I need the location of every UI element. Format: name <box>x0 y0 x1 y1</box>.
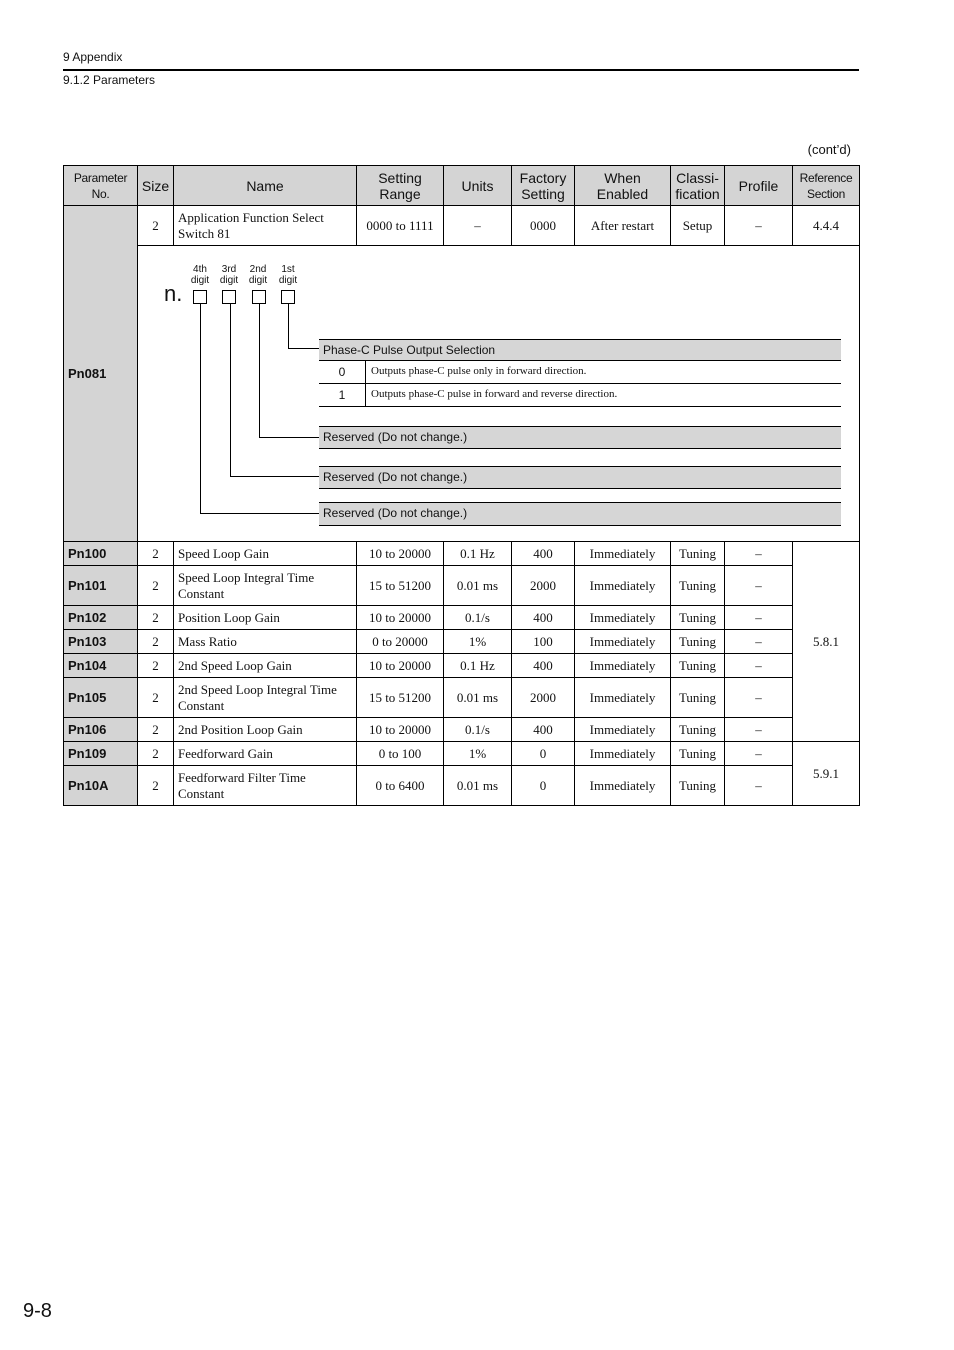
param-factory: 2000 <box>512 678 575 718</box>
param-size: 2 <box>138 742 174 766</box>
param-number: Pn103 <box>64 630 138 654</box>
param-name: 2nd Speed Loop Gain <box>174 654 357 678</box>
param-name: Application Function Select Switch 81 <box>174 206 357 246</box>
param-size: 2 <box>138 654 174 678</box>
param-number: Pn081 <box>64 206 138 542</box>
param-when: Immediately <box>575 606 671 630</box>
reserved-2nd: Reserved (Do not change.) <box>319 426 841 449</box>
table-row <box>64 678 860 718</box>
param-when: After restart <box>575 206 671 246</box>
col-when-enabled: When Enabled <box>575 166 671 206</box>
param-when: Immediately <box>575 630 671 654</box>
phase-c-title: Phase-C Pulse Output Selection <box>319 339 841 361</box>
param-number: Pn106 <box>64 718 138 742</box>
param-profile: – <box>725 718 793 742</box>
param-name: Speed Loop Integral Time Constant <box>174 566 357 606</box>
col-setting-range: Setting Range <box>357 166 444 206</box>
option-value: 1 <box>319 384 366 406</box>
param-units: 0.01 ms <box>444 766 512 806</box>
option-value: 0 <box>319 361 366 383</box>
param-number: Pn109 <box>64 742 138 766</box>
col-classification: Classi- fication <box>671 166 725 206</box>
param-number: Pn10A <box>64 766 138 806</box>
param-size: 2 <box>138 678 174 718</box>
reserved-4th: Reserved (Do not change.) <box>319 502 841 526</box>
chapter-header: 9 Appendix <box>63 50 123 64</box>
table-row <box>64 566 860 606</box>
param-class: Tuning <box>671 630 725 654</box>
param-profile: – <box>725 630 793 654</box>
n-prefix: n. <box>164 281 183 306</box>
digit-diagram-cell <box>138 246 860 542</box>
col-reference: Reference Section <box>793 166 860 206</box>
param-class: Tuning <box>671 654 725 678</box>
digit-box-1st <box>281 290 295 304</box>
param-units: 0.1/s <box>444 606 512 630</box>
param-when: Immediately <box>575 542 671 566</box>
param-class: Setup <box>671 206 725 246</box>
param-class: Tuning <box>671 566 725 606</box>
param-when: Immediately <box>575 766 671 806</box>
param-profile: – <box>725 566 793 606</box>
param-factory: 0 <box>512 742 575 766</box>
option-row-0 <box>319 361 841 384</box>
param-class: Tuning <box>671 718 725 742</box>
param-size: 2 <box>138 630 174 654</box>
param-profile: – <box>725 606 793 630</box>
digit-label-1st: 1st digit <box>278 264 298 286</box>
diagram-row <box>64 246 860 542</box>
param-reference: 5.8.1 <box>793 542 860 742</box>
param-class: Tuning <box>671 766 725 806</box>
digit-box-2nd <box>252 290 266 304</box>
param-number: Pn105 <box>64 678 138 718</box>
param-factory: 400 <box>512 542 575 566</box>
param-profile: – <box>725 766 793 806</box>
param-units: 0.1 Hz <box>444 654 512 678</box>
param-name: 2nd Position Loop Gain <box>174 718 357 742</box>
param-name: Mass Ratio <box>174 630 357 654</box>
parameter-table <box>63 165 860 806</box>
param-range: 0 to 6400 <box>357 766 444 806</box>
param-units: 1% <box>444 742 512 766</box>
col-units: Units <box>444 166 512 206</box>
table-row <box>64 766 860 806</box>
param-when: Immediately <box>575 566 671 606</box>
param-when: Immediately <box>575 718 671 742</box>
table-row <box>64 206 860 246</box>
param-name: Feedforward Filter Time Constant <box>174 766 357 806</box>
param-units: 0.1/s <box>444 718 512 742</box>
param-size: 2 <box>138 566 174 606</box>
param-size: 2 <box>138 766 174 806</box>
param-profile: – <box>725 206 793 246</box>
col-param-no: Parameter No. <box>64 166 138 206</box>
col-name: Name <box>174 166 357 206</box>
param-range: 10 to 20000 <box>357 718 444 742</box>
param-factory: 400 <box>512 654 575 678</box>
table-row <box>64 654 860 678</box>
digit-diagram <box>142 246 855 541</box>
param-range: 15 to 51200 <box>357 678 444 718</box>
param-units: 0.01 ms <box>444 566 512 606</box>
param-profile: – <box>725 654 793 678</box>
param-profile: – <box>725 678 793 718</box>
connector-2nd <box>259 304 260 438</box>
param-name: Position Loop Gain <box>174 606 357 630</box>
param-name: Feedforward Gain <box>174 742 357 766</box>
param-range: 0 to 20000 <box>357 630 444 654</box>
table-header-row <box>64 166 860 206</box>
col-size: Size <box>138 166 174 206</box>
section-header: 9.1.2 Parameters <box>63 73 156 87</box>
param-size: 2 <box>138 542 174 566</box>
connector-4th <box>200 304 201 514</box>
table-row <box>64 630 860 654</box>
param-reference: 4.4.4 <box>793 206 860 246</box>
param-class: Tuning <box>671 542 725 566</box>
digit-label-3rd: 3rd digit <box>219 264 239 286</box>
param-when: Immediately <box>575 678 671 718</box>
col-profile: Profile <box>725 166 793 206</box>
param-profile: – <box>725 742 793 766</box>
option-desc: Outputs phase-C pulse in forward and reverse direction. <box>371 388 618 400</box>
param-units: 0.1 Hz <box>444 542 512 566</box>
param-number: Pn101 <box>64 566 138 606</box>
digit-box-4th <box>193 290 207 304</box>
param-number: Pn104 <box>64 654 138 678</box>
param-size: 2 <box>138 606 174 630</box>
table-row <box>64 718 860 742</box>
option-row-1 <box>319 384 841 407</box>
param-class: Tuning <box>671 606 725 630</box>
param-profile: – <box>725 542 793 566</box>
digit-label-2nd: 2nd digit <box>248 264 268 286</box>
param-factory: 100 <box>512 630 575 654</box>
param-range: 10 to 20000 <box>357 654 444 678</box>
param-class: Tuning <box>671 678 725 718</box>
param-when: Immediately <box>575 742 671 766</box>
param-factory: 400 <box>512 718 575 742</box>
table-row <box>64 606 860 630</box>
param-range: 0000 to 1111 <box>357 206 444 246</box>
param-range: 10 to 20000 <box>357 542 444 566</box>
param-number: Pn100 <box>64 542 138 566</box>
continued-note: (cont’d) <box>807 142 851 157</box>
param-class: Tuning <box>671 742 725 766</box>
param-name: Speed Loop Gain <box>174 542 357 566</box>
param-name: 2nd Speed Loop Integral Time Constant <box>174 678 357 718</box>
param-size: 2 <box>138 206 174 246</box>
param-range: 10 to 20000 <box>357 606 444 630</box>
table-row <box>64 542 860 566</box>
table-row <box>64 742 860 766</box>
param-number: Pn102 <box>64 606 138 630</box>
param-when: Immediately <box>575 654 671 678</box>
param-units: – <box>444 206 512 246</box>
param-units: 1% <box>444 630 512 654</box>
col-factory-setting: Factory Setting <box>512 166 575 206</box>
digit-box-3rd <box>222 290 236 304</box>
connector-1st <box>288 304 289 349</box>
page-number: 9-8 <box>23 1300 52 1322</box>
param-factory: 0 <box>512 766 575 806</box>
header-rule <box>63 69 859 71</box>
connector-3rd <box>230 304 231 477</box>
param-factory: 400 <box>512 606 575 630</box>
option-desc: Outputs phase-C pulse only in forward direction. <box>371 365 587 377</box>
param-factory: 2000 <box>512 566 575 606</box>
digit-label-4th: 4th digit <box>190 264 210 286</box>
param-factory: 0000 <box>512 206 575 246</box>
param-range: 0 to 100 <box>357 742 444 766</box>
param-size: 2 <box>138 718 174 742</box>
reserved-3rd: Reserved (Do not change.) <box>319 466 841 489</box>
param-range: 15 to 51200 <box>357 566 444 606</box>
param-units: 0.01 ms <box>444 678 512 718</box>
param-reference: 5.9.1 <box>793 742 860 806</box>
